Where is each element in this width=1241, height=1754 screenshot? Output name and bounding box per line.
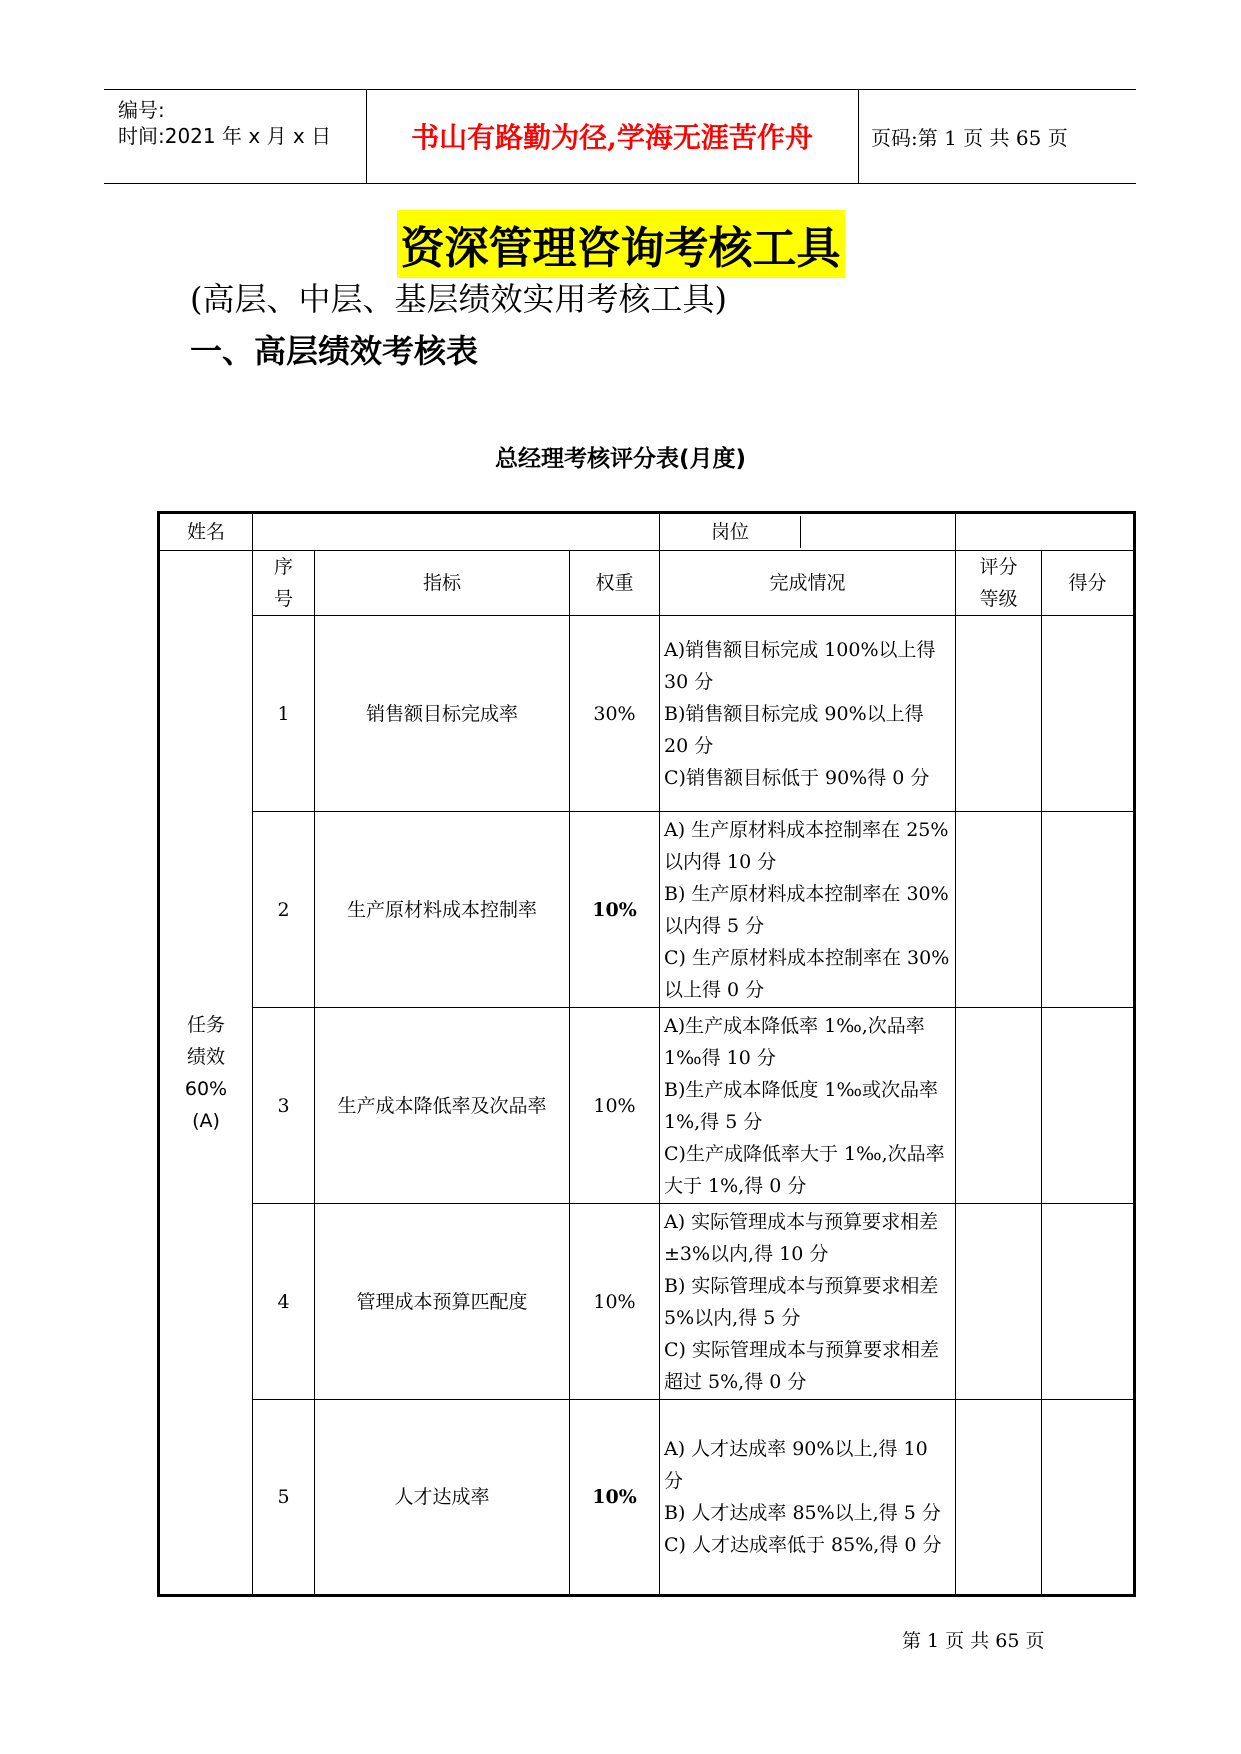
column-header-row bbox=[159, 551, 1135, 616]
col-grade-header: 评分 等级 bbox=[956, 551, 1042, 616]
row-grade bbox=[956, 812, 1042, 1008]
col-score-header: 得分 bbox=[1042, 551, 1135, 616]
row-criteria: A) 生产原材料成本控制率在 25%以内得 10 分 B) 生产原材料成本控制率在 30%以内得 5 分 C) 生产原材料成本控制率在 30%以上得 0 分 bbox=[660, 812, 956, 1008]
row-grade bbox=[956, 616, 1042, 812]
row-grade bbox=[956, 1008, 1042, 1204]
row-no: 2 bbox=[253, 812, 315, 1008]
row-score bbox=[1042, 812, 1135, 1008]
row-indicator: 人才达成率 bbox=[315, 1400, 570, 1596]
row-indicator: 生产原材料成本控制率 bbox=[315, 812, 570, 1008]
serial-label: 编号: bbox=[118, 98, 165, 122]
row-no: 4 bbox=[253, 1204, 315, 1400]
post-label: 岗位 bbox=[660, 516, 801, 548]
row-indicator: 生产成本降低率及次品率 bbox=[315, 1008, 570, 1204]
name-value bbox=[253, 513, 660, 551]
row-criteria: A)销售额目标完成 100%以上得 30 分 B)销售额目标完成 90%以上得 20 分 C)销售额目标低于 90%得 0 分 bbox=[660, 616, 956, 812]
document-title: 资深管理咨询考核工具 bbox=[397, 210, 845, 278]
col-weight-header: 权重 bbox=[570, 551, 660, 616]
row-criteria: A) 实际管理成本与预算要求相差±3%以内,得 10 分 B) 实际管理成本与预算要求相差 5%以内,得 5 分 C) 实际管理成本与预算要求相差超过 5%,得 0 分 bbox=[660, 1204, 956, 1400]
row-score bbox=[1042, 1400, 1135, 1596]
row-weight: 10% bbox=[570, 1400, 660, 1596]
row-no: 3 bbox=[253, 1008, 315, 1204]
row-no: 1 bbox=[253, 616, 315, 812]
table-row bbox=[159, 1400, 1135, 1596]
row-weight: 30% bbox=[570, 616, 660, 812]
document-subtitle: (高层、中层、基层绩效实用考核工具) bbox=[190, 280, 727, 318]
row-indicator: 管理成本预算匹配度 bbox=[315, 1204, 570, 1400]
document-header bbox=[104, 89, 1136, 184]
name-label: 姓名 bbox=[159, 513, 253, 551]
page-footer: 第 1 页 共 65 页 bbox=[902, 1630, 1045, 1652]
motto: 书山有路勤为径,学海无涯苦作舟 bbox=[411, 121, 813, 154]
row-no: 5 bbox=[253, 1400, 315, 1596]
header-motto-cell bbox=[366, 90, 859, 183]
row-score bbox=[1042, 616, 1135, 812]
header-meta-cell bbox=[104, 90, 367, 183]
row-weight: 10% bbox=[570, 1008, 660, 1204]
row-criteria: A) 人才达成率 90%以上,得 10 分 B) 人才达成率 85%以上,得 5 分 C) 人才达成率低于 85%,得 0 分 bbox=[660, 1400, 956, 1596]
row-weight: 10% bbox=[570, 812, 660, 1008]
time-label: 时间:2021 年 x 月 x 日 bbox=[118, 124, 332, 148]
title-wrap bbox=[0, 210, 1241, 278]
col-indicator-header: 指标 bbox=[315, 551, 570, 616]
row-indicator: 销售额目标完成率 bbox=[315, 616, 570, 812]
table-title: 总经理考核评分表(月度) bbox=[494, 446, 747, 472]
col-no-header: 序 号 bbox=[253, 551, 315, 616]
table-row bbox=[159, 812, 1135, 1008]
category-cell: 任务 绩效 60% (A) bbox=[159, 551, 253, 1596]
page-info: 页码:第 1 页 共 65 页 bbox=[871, 126, 1068, 150]
table-row bbox=[159, 616, 1135, 812]
post-cell bbox=[660, 513, 956, 551]
row-grade bbox=[956, 1204, 1042, 1400]
table-row bbox=[159, 1204, 1135, 1400]
row-grade bbox=[956, 1400, 1042, 1596]
col-criteria-header: 完成情况 bbox=[660, 551, 956, 616]
header-page-cell bbox=[859, 90, 1136, 183]
row-score bbox=[1042, 1008, 1135, 1204]
table-row bbox=[159, 1008, 1135, 1204]
evaluation-table bbox=[157, 511, 1136, 1597]
post-value bbox=[956, 513, 1135, 551]
row-criteria: A)生产成本降低率 1‰,次品率 1‰得 10 分 B)生产成本降低度 1‰或次品率 1%,得 5 分 C)生产成降低率大于 1‰,次品率大于 1%,得 0 分 bbox=[660, 1008, 956, 1204]
row-weight: 10% bbox=[570, 1204, 660, 1400]
name-row bbox=[159, 513, 1135, 551]
row-score bbox=[1042, 1204, 1135, 1400]
section-heading: 一、高层绩效考核表 bbox=[190, 332, 479, 370]
